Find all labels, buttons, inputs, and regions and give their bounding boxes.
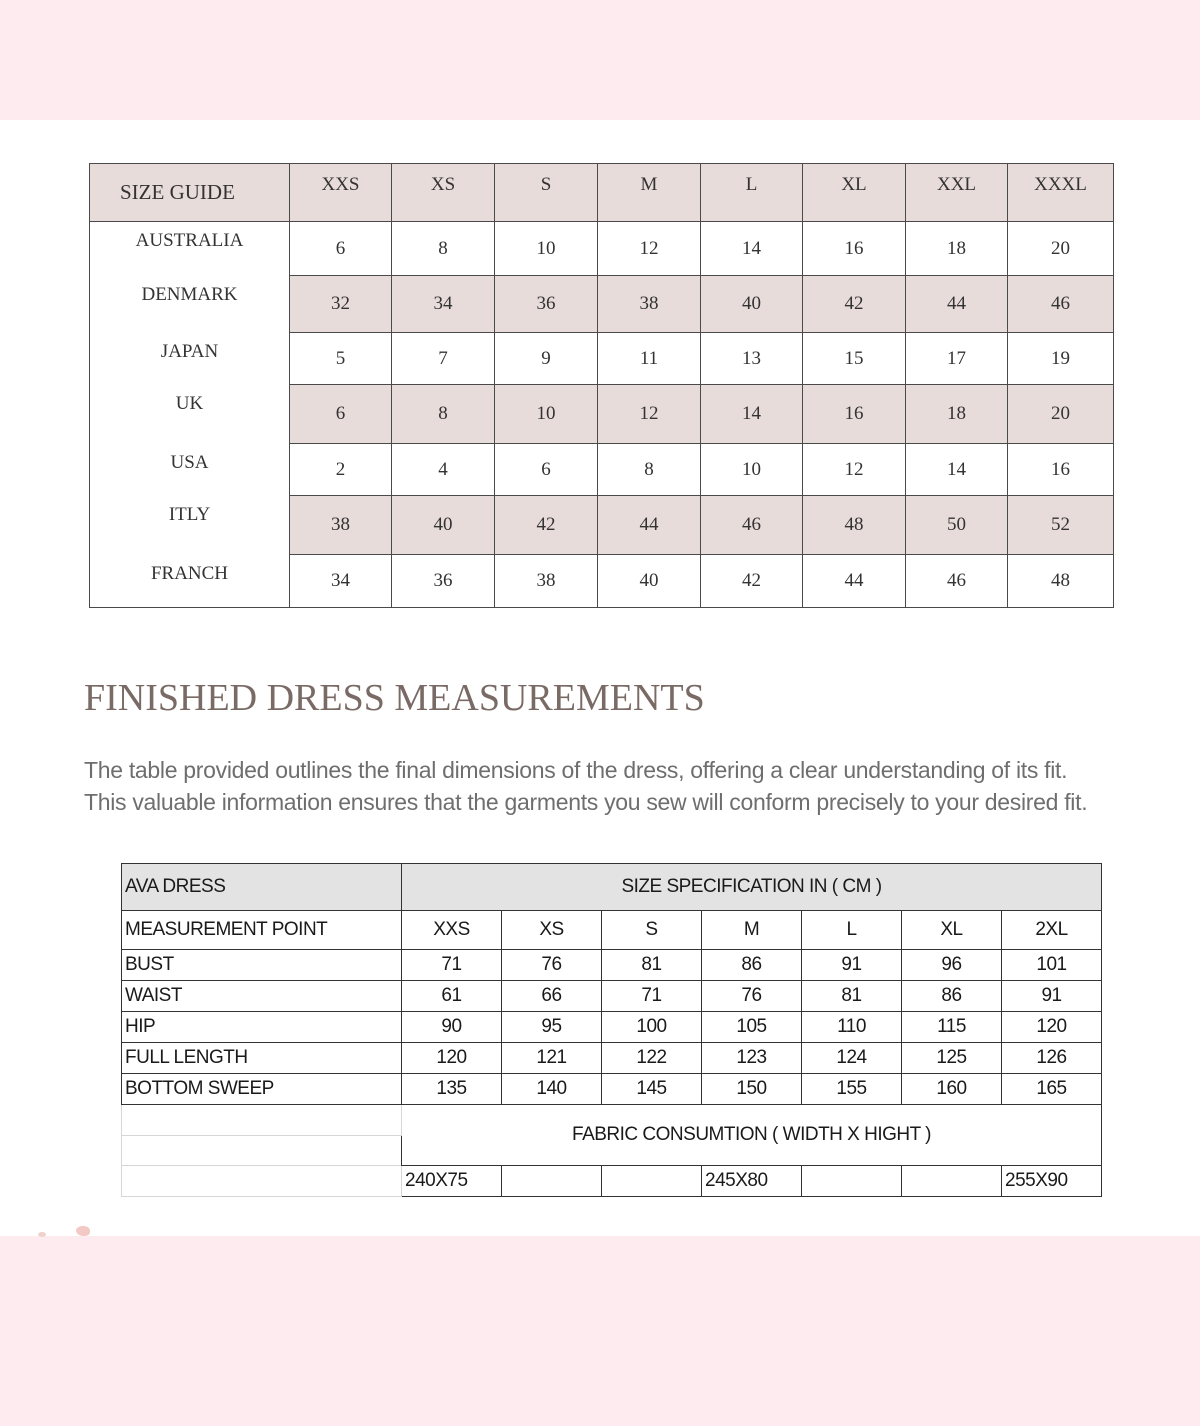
- measurement-value: 101: [1002, 950, 1102, 981]
- country-label: UK: [90, 385, 290, 444]
- bottom-pink-band: [0, 1236, 1200, 1426]
- measurement-value: 126: [1002, 1043, 1102, 1074]
- fabric-value-cell: [502, 1166, 602, 1197]
- petal-decoration-small: [38, 1232, 46, 1237]
- size-value-cell: 6: [495, 444, 598, 496]
- measurement-value: 61: [402, 981, 502, 1012]
- size-value-cell: 20: [1008, 222, 1114, 276]
- size-value-cell: 5: [290, 333, 392, 385]
- dress-measurements-table: [121, 863, 1102, 1197]
- size-header-cell: XXL: [906, 164, 1008, 222]
- size-value-cell: 18: [906, 222, 1008, 276]
- fabric-value-cell: 240X75: [402, 1166, 502, 1197]
- intro-text: [84, 754, 1196, 818]
- size-header-cell: XS: [392, 164, 495, 222]
- measure-size-cell: XS: [502, 911, 602, 950]
- size-value-cell: 38: [598, 276, 701, 333]
- measurement-point-header: MEASUREMENT POINT: [122, 911, 402, 950]
- size-value-cell: 12: [803, 444, 906, 496]
- measurement-value: 95: [502, 1012, 602, 1043]
- size-header-cell: XXS: [290, 164, 392, 222]
- size-value-cell: 16: [803, 385, 906, 444]
- measurement-value: 165: [1002, 1074, 1102, 1105]
- size-guide-row: [90, 555, 1114, 608]
- size-value-cell: 32: [290, 276, 392, 333]
- size-value-cell: 48: [1008, 555, 1114, 608]
- measurement-value: 105: [702, 1012, 802, 1043]
- measurement-value: 71: [602, 981, 702, 1012]
- fabric-value-cell: [902, 1166, 1002, 1197]
- size-value-cell: 15: [803, 333, 906, 385]
- size-value-cell: 7: [392, 333, 495, 385]
- fabric-value-cell: [602, 1166, 702, 1197]
- size-value-cell: 10: [495, 222, 598, 276]
- measurement-label: WAIST: [122, 981, 402, 1012]
- size-value-cell: 34: [392, 276, 495, 333]
- size-value-cell: 14: [701, 385, 803, 444]
- fabric-value-cell: [802, 1166, 902, 1197]
- measurement-value: 120: [1002, 1012, 1102, 1043]
- size-value-cell: 13: [701, 333, 803, 385]
- size-value-cell: 19: [1008, 333, 1114, 385]
- size-value-cell: 38: [495, 555, 598, 608]
- measure-size-cell: S: [602, 911, 702, 950]
- measurement-value: 120: [402, 1043, 502, 1074]
- size-value-cell: 11: [598, 333, 701, 385]
- measurement-value: 81: [602, 950, 702, 981]
- measurement-value: 115: [902, 1012, 1002, 1043]
- empty-cell: [122, 1105, 402, 1136]
- empty-cell: [122, 1166, 402, 1197]
- size-value-cell: 42: [803, 276, 906, 333]
- measurement-row: [122, 1074, 1102, 1105]
- size-value-cell: 48: [803, 496, 906, 555]
- measurement-value: 71: [402, 950, 502, 981]
- size-guide-corner-label: SIZE GUIDE: [90, 164, 290, 222]
- measure-size-cell: M: [702, 911, 802, 950]
- size-header-cell: XXXL: [1008, 164, 1114, 222]
- size-value-cell: 46: [1008, 276, 1114, 333]
- measure-size-row: [122, 911, 1102, 950]
- measure-size-cell: 2XL: [1002, 911, 1102, 950]
- size-value-cell: 20: [1008, 385, 1114, 444]
- size-value-cell: 2: [290, 444, 392, 496]
- size-value-cell: 6: [290, 222, 392, 276]
- measurement-label: BUST: [122, 950, 402, 981]
- country-label: AUSTRALIA: [90, 222, 290, 276]
- measurement-row: [122, 950, 1102, 981]
- measurement-value: 86: [902, 981, 1002, 1012]
- measurement-value: 81: [802, 981, 902, 1012]
- size-value-cell: 16: [803, 222, 906, 276]
- size-value-cell: 40: [392, 496, 495, 555]
- measurement-value: 135: [402, 1074, 502, 1105]
- size-value-cell: 4: [392, 444, 495, 496]
- measurement-value: 122: [602, 1043, 702, 1074]
- size-value-cell: 8: [392, 222, 495, 276]
- measurement-value: 110: [802, 1012, 902, 1043]
- size-spec-header: SIZE SPECIFICATION IN ( CM ): [402, 864, 1102, 911]
- size-value-cell: 42: [701, 555, 803, 608]
- size-guide-row: [90, 444, 1114, 496]
- petal-decoration: [76, 1226, 90, 1236]
- fabric-consumption-header: FABRIC CONSUMTION ( WIDTH X HIGHT ): [402, 1105, 1102, 1166]
- size-value-cell: 40: [701, 276, 803, 333]
- measurement-value: 91: [1002, 981, 1102, 1012]
- measurement-value: 145: [602, 1074, 702, 1105]
- measurement-value: 121: [502, 1043, 602, 1074]
- measurement-label: FULL LENGTH: [122, 1043, 402, 1074]
- size-value-cell: 8: [392, 385, 495, 444]
- measure-size-cell: XXS: [402, 911, 502, 950]
- intro-line-2: This valuable information ensures that the garments you sew will conform precisely to your desired fit.: [84, 789, 1088, 815]
- size-guide-row: [90, 276, 1114, 333]
- size-value-cell: 6: [290, 385, 392, 444]
- size-guide-row: [90, 385, 1114, 444]
- size-value-cell: 10: [495, 385, 598, 444]
- size-value-cell: 46: [906, 555, 1008, 608]
- size-value-cell: 16: [1008, 444, 1114, 496]
- size-value-cell: 44: [803, 555, 906, 608]
- size-value-cell: 14: [906, 444, 1008, 496]
- size-value-cell: 34: [290, 555, 392, 608]
- measurement-value: 96: [902, 950, 1002, 981]
- fabric-value-cell: 245X80: [702, 1166, 802, 1197]
- measurement-label: BOTTOM SWEEP: [122, 1074, 402, 1105]
- size-value-cell: 17: [906, 333, 1008, 385]
- size-header-cell: S: [495, 164, 598, 222]
- size-value-cell: 9: [495, 333, 598, 385]
- fabric-values-row: [122, 1166, 1102, 1197]
- country-label: USA: [90, 444, 290, 496]
- measurement-row: [122, 981, 1102, 1012]
- size-value-cell: 46: [701, 496, 803, 555]
- size-value-cell: 50: [906, 496, 1008, 555]
- size-guide-table: [89, 163, 1114, 608]
- measurement-value: 86: [702, 950, 802, 981]
- country-label: DENMARK: [90, 276, 290, 333]
- size-value-cell: 8: [598, 444, 701, 496]
- size-value-cell: 42: [495, 496, 598, 555]
- size-value-cell: 18: [906, 385, 1008, 444]
- intro-line-1: The table provided outlines the final dimensions of the dress, offering a clear understanding of its fit.: [84, 757, 1068, 783]
- country-label: FRANCH: [90, 555, 290, 608]
- measurement-label: HIP: [122, 1012, 402, 1043]
- size-value-cell: 44: [906, 276, 1008, 333]
- size-guide-row: [90, 222, 1114, 276]
- measurement-value: 100: [602, 1012, 702, 1043]
- measurement-value: 76: [502, 950, 602, 981]
- measurement-value: 140: [502, 1074, 602, 1105]
- size-header-cell: M: [598, 164, 701, 222]
- fabric-value-cell: 255X90: [1002, 1166, 1102, 1197]
- measurement-value: 150: [702, 1074, 802, 1105]
- size-value-cell: 12: [598, 222, 701, 276]
- product-name-cell: AVA DRESS: [122, 864, 402, 911]
- size-guide-row: [90, 496, 1114, 555]
- size-header-cell: XL: [803, 164, 906, 222]
- measure-size-cell: L: [802, 911, 902, 950]
- measurement-value: 123: [702, 1043, 802, 1074]
- top-pink-band: [0, 0, 1200, 120]
- measurement-value: 125: [902, 1043, 1002, 1074]
- fabric-header-row: [122, 1105, 1102, 1136]
- measurement-row: [122, 1012, 1102, 1043]
- size-guide-row: [90, 333, 1114, 385]
- measurement-value: 90: [402, 1012, 502, 1043]
- size-value-cell: 40: [598, 555, 701, 608]
- measure-size-cell: XL: [902, 911, 1002, 950]
- measurement-value: 66: [502, 981, 602, 1012]
- measure-title-row: [122, 864, 1102, 911]
- measurement-value: 76: [702, 981, 802, 1012]
- size-value-cell: 52: [1008, 496, 1114, 555]
- measurement-value: 124: [802, 1043, 902, 1074]
- measurement-row: [122, 1043, 1102, 1074]
- size-value-cell: 14: [701, 222, 803, 276]
- measurement-value: 91: [802, 950, 902, 981]
- size-value-cell: 44: [598, 496, 701, 555]
- measurement-value: 160: [902, 1074, 1002, 1105]
- size-value-cell: 12: [598, 385, 701, 444]
- country-label: JAPAN: [90, 333, 290, 385]
- size-value-cell: 10: [701, 444, 803, 496]
- size-value-cell: 36: [392, 555, 495, 608]
- size-header-cell: L: [701, 164, 803, 222]
- measurement-value: 155: [802, 1074, 902, 1105]
- country-label: ITLY: [90, 496, 290, 555]
- empty-cell: [122, 1136, 402, 1166]
- size-value-cell: 38: [290, 496, 392, 555]
- size-guide-header-row: [90, 164, 1114, 222]
- size-value-cell: 36: [495, 276, 598, 333]
- finished-measurements-heading: FINISHED DRESS MEASUREMENTS: [84, 677, 705, 719]
